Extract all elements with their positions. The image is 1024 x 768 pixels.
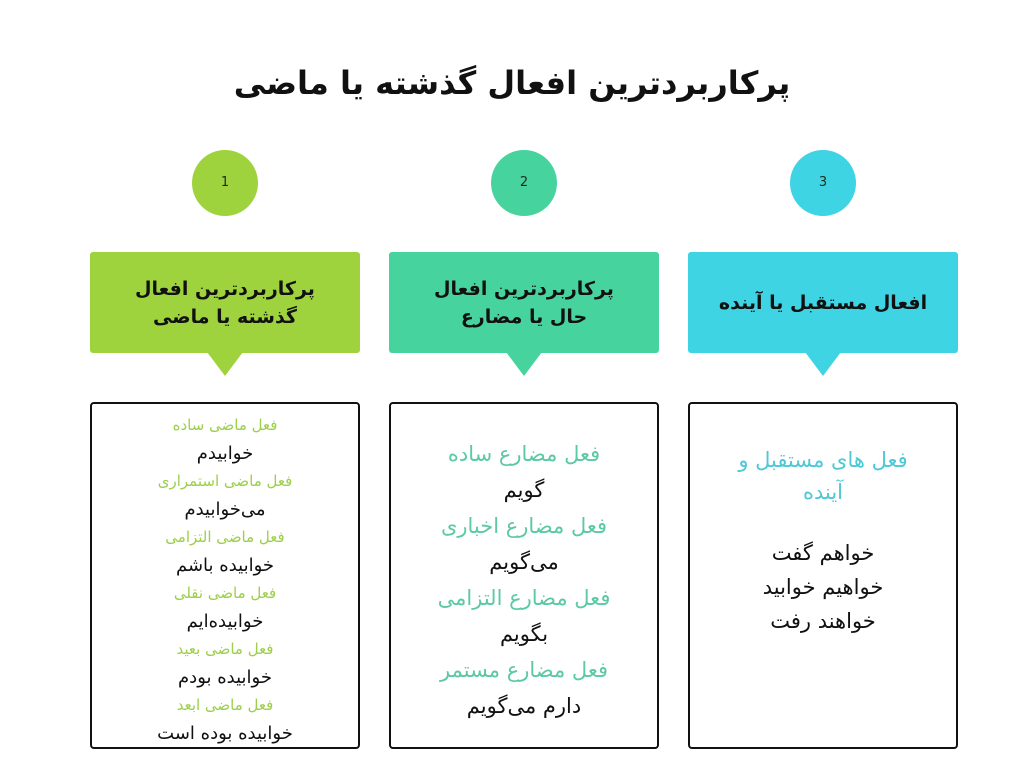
verb-type-label: فعل ماضی ابعد	[176, 696, 274, 714]
page-title: پرکاربردترین افعال گذشته یا ماضی	[233, 64, 791, 102]
content-card	[688, 402, 958, 749]
content-card	[389, 402, 659, 749]
verb-example: بگویم	[499, 622, 549, 646]
verb-type-label: فعل ماضی نقلی	[173, 584, 277, 602]
verb-example: خوابیده بودم	[178, 667, 272, 688]
column-header	[90, 252, 360, 353]
verb-type-label: فعل ماضی استمراری	[157, 472, 293, 490]
column-past	[90, 0, 360, 768]
verb-example: خوابیده باشم	[175, 555, 275, 576]
column-header-title: پرکاربردترین افعال حال یا مضارع	[434, 277, 614, 328]
step-number-badge: 3	[790, 150, 856, 216]
column-header-title: افعال مستقبل یا آینده	[718, 291, 928, 314]
step-number-badge: 2	[491, 150, 557, 216]
verb-example: خوابیده بوده است	[157, 723, 293, 744]
header-pointer	[506, 352, 542, 376]
verb-example: می‌گویم	[489, 550, 559, 574]
verb-example: خواهند رفت	[770, 609, 876, 633]
header-pointer	[207, 352, 243, 376]
verb-example: خوابیده‌ایم	[186, 611, 264, 632]
verb-example: گویم	[503, 478, 545, 502]
header-pointer	[805, 352, 841, 376]
verb-example: می‌خوابیدم	[184, 499, 266, 520]
verb-example: خوابیدم	[196, 443, 254, 464]
column-header	[688, 252, 958, 353]
column-header	[389, 252, 659, 353]
column-present	[389, 0, 659, 768]
step-number-badge: 1	[192, 150, 258, 216]
verb-type-label: فعل مضارع التزامی	[437, 586, 611, 610]
column-header-title: پرکاربردترین افعال گذشته یا ماضی	[135, 277, 315, 328]
verb-type-label: فعل مضارع اخباری	[440, 514, 608, 538]
column-future	[688, 0, 958, 768]
verb-type-label: فعل ماضی التزامی	[165, 528, 285, 546]
verb-type-label: فعل های مستقبل و آینده	[738, 448, 908, 504]
verb-example: دارم می‌گویم	[466, 694, 582, 718]
verb-type-label: فعل مضارع ساده	[447, 442, 601, 466]
verb-example: خواهیم خوابید	[762, 575, 884, 599]
verb-type-label: فعل مضارع مستمر	[440, 658, 608, 682]
verb-example: خواهم گفت	[771, 541, 875, 565]
content-card	[90, 402, 360, 749]
verb-type-label: فعل ماضی ساده	[172, 416, 278, 434]
verb-type-label: فعل ماضی بعید	[176, 640, 274, 658]
